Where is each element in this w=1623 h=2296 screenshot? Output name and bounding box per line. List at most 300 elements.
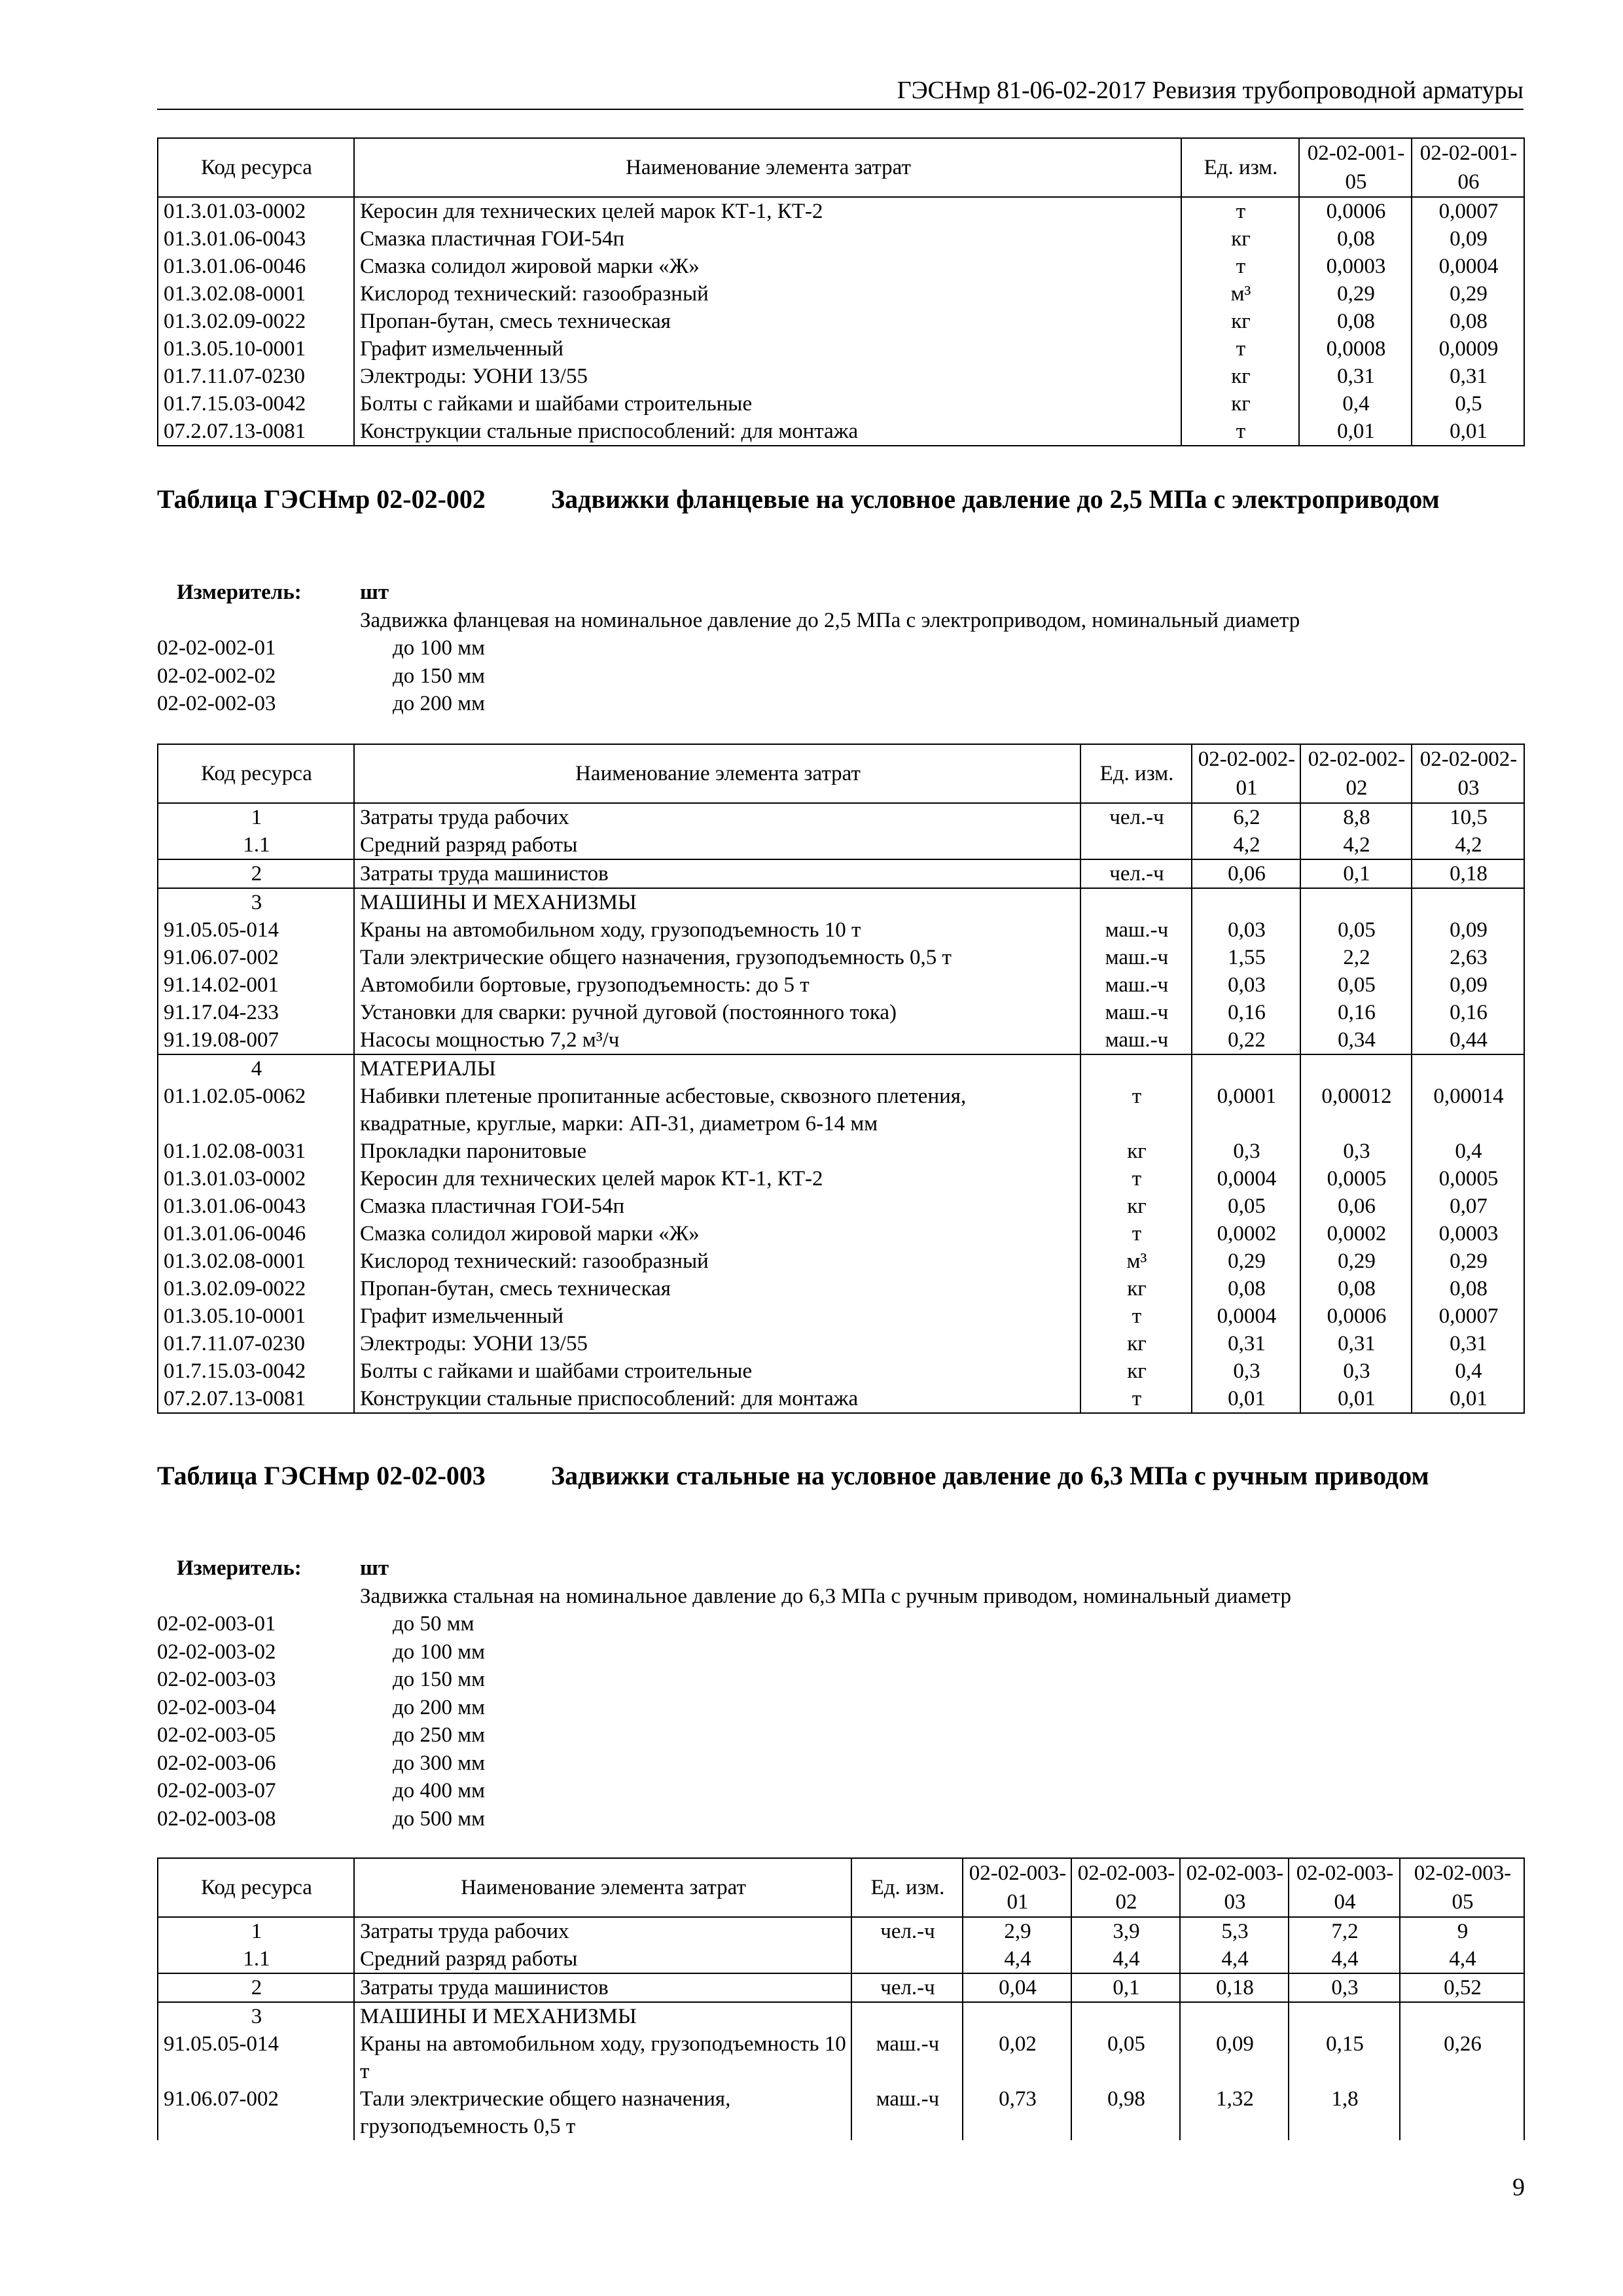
cell-code: 91.06.07-002 (158, 944, 354, 971)
cell-value: 0,44 (1412, 1026, 1524, 1054)
cell-value: 0,05 (1300, 916, 1412, 944)
cell-unit: т (1181, 253, 1299, 280)
table-row (158, 1302, 1524, 1330)
item-code: 02-02-003-06 (157, 1751, 276, 1775)
cell-value: 0,01 (1299, 418, 1412, 446)
table-code: Таблица ГЭСНмр 02-02-002 (157, 484, 486, 514)
cell-value: 0,09 (1180, 2030, 1289, 2085)
cell-unit: м³ (1181, 280, 1299, 308)
cell-value: 1,8 (1289, 2085, 1400, 2140)
page-header (157, 73, 1524, 110)
item-value: до 150 мм (393, 1668, 486, 1691)
cell-name: Краны на автомобильном ходу, грузоподъемность 10 т (354, 2030, 851, 2085)
cell-unit: м³ (1080, 1247, 1192, 1275)
cell-value: 0,02 (963, 2030, 1071, 2085)
cell-name: Насосы мощностью 7,2 м³/ч (354, 1026, 1080, 1054)
cell-unit: т (1181, 335, 1299, 363)
header-unit: Ед. изм. (1080, 744, 1192, 803)
cell-value: 0,0003 (1412, 1220, 1524, 1247)
cell-value: 0,31 (1192, 1330, 1300, 1357)
cell-name: Болты с гайками и шайбами строительные (354, 390, 1181, 418)
table-row (158, 280, 1524, 308)
cell-value: 0,29 (1412, 1247, 1524, 1275)
cell-value: 0,08 (1412, 308, 1524, 335)
item-code: 02-02-002-02 (157, 664, 276, 688)
cell-unit: маш.-ч (1080, 944, 1192, 971)
cell-unit: т (1080, 1302, 1192, 1330)
list-item (157, 1749, 1524, 1778)
header-col3: 02-02-003-03 (1180, 1858, 1289, 1917)
header-col2: 02-02-003-02 (1071, 1858, 1180, 1917)
table-row (158, 1945, 1524, 1973)
header-name: Наименование элемента затрат (354, 1858, 851, 1917)
cell-unit: кг (1181, 225, 1299, 253)
cell-name: Керосин для технических целей марок КТ-1, КТ-2 (354, 1165, 1080, 1193)
cell-name: Кислород технический: газообразный (354, 1247, 1080, 1275)
cell-value: 0,08 (1299, 308, 1412, 335)
cell-value: 0,3 (1192, 1357, 1300, 1385)
cell-value: 0,16 (1300, 999, 1412, 1026)
cell-value: 0,1 (1300, 859, 1412, 888)
cell-value: 0,98 (1071, 2085, 1180, 2140)
table-row (158, 1026, 1524, 1054)
cell-value: 0,01 (1412, 1385, 1524, 1413)
cell-value: 0,0003 (1299, 253, 1412, 280)
table-row (158, 1917, 1524, 1945)
cell-code: 91.05.05-014 (158, 916, 354, 944)
cell-name: Графит измельченный (354, 335, 1181, 363)
table-row (158, 803, 1524, 831)
cell-unit: чел.-ч (1080, 859, 1192, 888)
cell-code: 3 (158, 888, 354, 916)
table-row (158, 1973, 1524, 2002)
list-item (157, 1694, 1524, 1722)
header-name: Наименование элемента затрат (354, 138, 1181, 197)
table-row (158, 916, 1524, 944)
cell-name: Графит измельченный (354, 1302, 1080, 1330)
cell-value: 0,3 (1192, 1138, 1300, 1165)
cell-code: 01.3.02.09-0022 (158, 308, 354, 335)
cell-value: 0,31 (1412, 363, 1524, 390)
header-unit: Ед. изм. (851, 1858, 963, 1917)
table-section-row (158, 888, 1524, 916)
table-row (158, 1247, 1524, 1275)
cell-value: 1,32 (1180, 2085, 1289, 2140)
cell-value: 7,2 (1289, 1917, 1400, 1945)
list-item (157, 1777, 1524, 1805)
table-header-row (158, 744, 1524, 803)
cell-value: 4,2 (1192, 831, 1300, 859)
cell-unit: кг (1181, 308, 1299, 335)
cell-code: 01.3.05.10-0001 (158, 335, 354, 363)
item-code: 02-02-003-01 (157, 1612, 276, 1636)
cell-code: 3 (158, 2002, 354, 2030)
cell-value: 9 (1400, 1917, 1524, 1945)
cell-value: 0,08 (1300, 1275, 1412, 1302)
table-row (158, 197, 1524, 225)
cell-code: 07.2.07.13-0081 (158, 418, 354, 446)
cell-value: 0,5 (1412, 390, 1524, 418)
header-name: Наименование элемента затрат (354, 744, 1080, 803)
header-col2: 02-02-001-06 (1412, 138, 1524, 197)
table-row (158, 1385, 1524, 1413)
cell-name: Установки для сварки: ручной дуговой (постоянного тока) (354, 999, 1080, 1026)
cell-name: Пропан-бутан, смесь техническая (354, 1275, 1080, 1302)
meter-block-02-02-003 (157, 1554, 1524, 1833)
page-number: 9 (1512, 2174, 1525, 2201)
resource-table-02-02-002 (157, 744, 1525, 1414)
header-col1: 02-02-001-05 (1299, 138, 1412, 197)
cell-code: 2 (158, 1973, 354, 2002)
cell-value: 4,4 (1180, 1945, 1289, 1973)
cell-value: 0,16 (1412, 999, 1524, 1026)
list-item (157, 1638, 1524, 1666)
table-row (158, 999, 1524, 1026)
cell-value: 0,03 (1192, 971, 1300, 999)
cell-name: Прокладки паронитовые (354, 1138, 1080, 1165)
cell-unit: т (1080, 1385, 1192, 1413)
table-row (158, 1138, 1524, 1165)
cell-value: 0,01 (1192, 1385, 1300, 1413)
cell-code: 01.3.01.03-0002 (158, 1165, 354, 1193)
cell-name: Затраты труда машинистов (354, 859, 1080, 888)
cell-code: 01.3.01.06-0043 (158, 225, 354, 253)
item-code: 02-02-003-07 (157, 1779, 276, 1803)
cell-value: 0,00012 (1300, 1083, 1412, 1138)
table-row (158, 1275, 1524, 1302)
cell-value: 0,0004 (1192, 1302, 1300, 1330)
meter-label: Измеритель: (177, 581, 302, 604)
cell-value: 0,22 (1192, 1026, 1300, 1054)
cell-value: 0,73 (963, 2085, 1071, 2140)
cell-name: МАТЕРИАЛЫ (354, 1054, 1080, 1083)
cell-code: 01.3.01.06-0046 (158, 253, 354, 280)
table-header-row (158, 138, 1524, 197)
table-row (158, 363, 1524, 390)
meter-description: Задвижка фланцевая на номинальное давление до 2,5 МПа с электроприводом, номинальный диаметр (360, 608, 1300, 632)
cell-unit (1080, 831, 1192, 859)
cell-value: 4,2 (1300, 831, 1412, 859)
cell-name: МАШИНЫ И МЕХАНИЗМЫ (354, 2002, 851, 2030)
resource-table-02-02-003 (157, 1857, 1525, 2140)
cell-code: 1 (158, 1917, 354, 1945)
cell-value: 4,2 (1412, 831, 1524, 859)
table-code: Таблица ГЭСНмр 02-02-003 (157, 1461, 486, 1490)
cell-unit: маш.-ч (1080, 1026, 1192, 1054)
cell-name: Конструкции стальные приспособлений: для монтажа (354, 418, 1181, 446)
cell-name: Набивки плетеные пропитанные асбестовые, сквозного плетения, квадратные, круглые, марки: АП-31, диаметром 6-14 мм (354, 1083, 1080, 1138)
cell-unit: т (1080, 1083, 1192, 1138)
cell-unit: т (1080, 1165, 1192, 1193)
cell-name: Средний разряд работы (354, 831, 1080, 859)
header-col1: 02-02-003-01 (963, 1858, 1071, 1917)
table-section-row (158, 1054, 1524, 1083)
item-code: 02-02-003-03 (157, 1668, 276, 1691)
item-value: до 250 мм (393, 1723, 486, 1747)
item-value: до 200 мм (393, 692, 486, 715)
list-item (157, 1610, 1524, 1638)
table-row (158, 253, 1524, 280)
cell-unit: кг (1080, 1275, 1192, 1302)
list-item (157, 634, 1524, 662)
cell-value: 2,9 (963, 1917, 1071, 1945)
cell-value: 8,8 (1300, 803, 1412, 831)
cell-code: 01.3.05.10-0001 (158, 1302, 354, 1330)
cell-code: 07.2.07.13-0081 (158, 1385, 354, 1413)
cell-name: Электроды: УОНИ 13/55 (354, 363, 1181, 390)
meter-unit: шт (360, 581, 389, 604)
cell-code: 4 (158, 1054, 354, 1083)
resource-table-1 (157, 137, 1525, 446)
item-code: 02-02-003-04 (157, 1695, 276, 1719)
cell-value: 0,34 (1300, 1026, 1412, 1054)
cell-value: 0,08 (1299, 225, 1412, 253)
cell-code: 91.06.07-002 (158, 2085, 354, 2140)
cell-code: 01.3.01.06-0043 (158, 1193, 354, 1220)
cell-value: 0,0006 (1300, 1302, 1412, 1330)
cell-code: 01.3.01.03-0002 (158, 197, 354, 225)
cell-value: 0,08 (1412, 1275, 1524, 1302)
cell-value: 0,0006 (1299, 197, 1412, 225)
cell-value: 0,0004 (1412, 253, 1524, 280)
cell-value: 4,4 (963, 1945, 1071, 1973)
cell-name: Затраты труда рабочих (354, 1917, 851, 1945)
cell-value: 0,09 (1412, 225, 1524, 253)
cell-value: 0,00014 (1412, 1083, 1524, 1138)
cell-value: 0,0002 (1192, 1220, 1300, 1247)
cell-name: Болты с гайками и шайбами строительные (354, 1357, 1080, 1385)
cell-unit: чел.-ч (1080, 803, 1192, 831)
header-col2: 02-02-002-02 (1300, 744, 1412, 803)
cell-code: 01.3.02.08-0001 (158, 280, 354, 308)
cell-value: 2,2 (1300, 944, 1412, 971)
cell-value: 0,3 (1300, 1357, 1412, 1385)
cell-value: 0,29 (1412, 280, 1524, 308)
table-name: Задвижки фланцевые на условное давление до 2,5 МПа с электроприводом (551, 484, 1440, 514)
cell-value: 4,4 (1289, 1945, 1400, 1973)
item-value: до 300 мм (393, 1751, 486, 1775)
cell-name: Затраты труда рабочих (354, 803, 1080, 831)
cell-unit: маш.-ч (851, 2085, 963, 2140)
list-item (157, 1721, 1524, 1749)
cell-code: 01.7.15.03-0042 (158, 1357, 354, 1385)
meter-label: Измеритель: (177, 1556, 302, 1580)
header-col5: 02-02-003-05 (1400, 1858, 1524, 1917)
cell-name: Кислород технический: газообразный (354, 280, 1181, 308)
cell-code: 91.05.05-014 (158, 2030, 354, 2085)
item-value: до 150 мм (393, 664, 486, 688)
cell-name: Пропан-бутан, смесь техническая (354, 308, 1181, 335)
cell-name: Смазка пластичная ГОИ-54п (354, 1193, 1080, 1220)
cell-name: Средний разряд работы (354, 1945, 851, 1973)
cell-unit: кг (1080, 1193, 1192, 1220)
cell-name: Затраты труда машинистов (354, 1973, 851, 2002)
table-row (158, 225, 1524, 253)
cell-value: 1,55 (1192, 944, 1300, 971)
cell-value: 0,18 (1180, 1973, 1289, 2002)
cell-code: 91.14.02-001 (158, 971, 354, 999)
table-row (158, 1357, 1524, 1385)
cell-value: 0,31 (1299, 363, 1412, 390)
table-row (158, 2085, 1524, 2140)
cell-unit: т (1181, 418, 1299, 446)
header-unit: Ед. изм. (1181, 138, 1299, 197)
table-row (158, 308, 1524, 335)
cell-value: 0,08 (1192, 1275, 1300, 1302)
header-code: Код ресурса (158, 1858, 354, 1917)
cell-value: 0,29 (1300, 1247, 1412, 1275)
item-value: до 500 мм (393, 1806, 486, 1831)
cell-name: Смазка солидол жировой марки «Ж» (354, 253, 1181, 280)
table-name: Задвижки стальные на условное давление до 6,3 МПа с ручным приводом (551, 1461, 1429, 1490)
cell-value: 4,4 (1071, 1945, 1180, 1973)
cell-value: 0,0007 (1412, 197, 1524, 225)
cell-code: 1.1 (158, 1945, 354, 1973)
item-value: до 200 мм (393, 1695, 486, 1719)
cell-name: Конструкции стальные приспособлений: для монтажа (354, 1385, 1080, 1413)
cell-value: 0,03 (1192, 916, 1300, 944)
cell-code: 1.1 (158, 831, 354, 859)
cell-unit: чел.-ч (851, 1973, 963, 2002)
cell-value (1400, 2085, 1524, 2140)
item-value: до 100 мм (393, 636, 486, 660)
header-code: Код ресурса (158, 744, 354, 803)
cell-value: 3,9 (1071, 1917, 1180, 1945)
cell-value: 0,0005 (1300, 1165, 1412, 1193)
cell-value: 0,26 (1400, 2030, 1524, 2085)
cell-value: 0,4 (1412, 1357, 1524, 1385)
item-value: до 50 мм (393, 1612, 474, 1636)
cell-unit: маш.-ч (1080, 971, 1192, 999)
header-col3: 02-02-002-03 (1412, 744, 1524, 803)
item-code: 02-02-003-05 (157, 1723, 276, 1747)
table-row (158, 418, 1524, 446)
cell-unit: кг (1080, 1357, 1192, 1385)
cell-value: 0,52 (1400, 1973, 1524, 2002)
cell-value: 0,3 (1300, 1138, 1412, 1165)
cell-code: 01.3.01.06-0046 (158, 1220, 354, 1247)
cell-value: 0,16 (1192, 999, 1300, 1026)
list-item (157, 1805, 1524, 1833)
table-row (158, 1330, 1524, 1357)
meter-block-02-02-002 (157, 579, 1524, 718)
cell-value: 2,63 (1412, 944, 1524, 971)
cell-value: 0,01 (1412, 418, 1524, 446)
cell-code: 1 (158, 803, 354, 831)
cell-name: Электроды: УОНИ 13/55 (354, 1330, 1080, 1357)
header-col1: 02-02-002-01 (1192, 744, 1300, 803)
list-item (157, 690, 1524, 718)
cell-value: 0,4 (1412, 1138, 1524, 1165)
cell-name: Керосин для технических целей марок КТ-1, КТ-2 (354, 197, 1181, 225)
cell-unit: чел.-ч (851, 1917, 963, 1945)
cell-name: Тали электрические общего назначения, грузоподъемность 0,5 т (354, 2085, 851, 2140)
item-code: 02-02-002-01 (157, 636, 276, 660)
cell-value: 0,31 (1300, 1330, 1412, 1357)
cell-value: 0,09 (1412, 971, 1524, 999)
cell-value: 0,0001 (1192, 1083, 1300, 1138)
cell-name: Краны на автомобильном ходу, грузоподъемность 10 т (354, 916, 1080, 944)
cell-value: 0,05 (1071, 2030, 1180, 2085)
cell-code: 01.7.15.03-0042 (158, 390, 354, 418)
cell-value: 0,07 (1412, 1193, 1524, 1220)
cell-value: 0,0004 (1192, 1165, 1300, 1193)
cell-value: 0,0007 (1412, 1302, 1524, 1330)
cell-value: 0,05 (1300, 971, 1412, 999)
cell-value: 0,15 (1289, 2030, 1400, 2085)
cell-code: 01.3.02.08-0001 (158, 1247, 354, 1275)
table-section-row (158, 2002, 1524, 2030)
cell-value: 0,31 (1412, 1330, 1524, 1357)
cell-unit: маш.-ч (1080, 999, 1192, 1026)
cell-value: 0,18 (1412, 859, 1524, 888)
cell-name: Автомобили бортовые, грузоподъемность: до 5 т (354, 971, 1080, 999)
table-row (158, 859, 1524, 888)
cell-unit: т (1181, 197, 1299, 225)
cell-name: Смазка пластичная ГОИ-54п (354, 225, 1181, 253)
cell-name: Тали электрические общего назначения, грузоподъемность 0,5 т (354, 944, 1080, 971)
item-code: 02-02-003-08 (157, 1806, 276, 1831)
cell-unit: т (1080, 1220, 1192, 1247)
cell-value: 0,29 (1299, 280, 1412, 308)
meter-unit: шт (360, 1556, 389, 1580)
header-col4: 02-02-003-04 (1289, 1858, 1400, 1917)
cell-code: 2 (158, 859, 354, 888)
cell-value: 0,4 (1299, 390, 1412, 418)
cell-name: МАШИНЫ И МЕХАНИЗМЫ (354, 888, 1080, 916)
cell-value: 0,04 (963, 1973, 1071, 2002)
cell-code: 91.17.04-233 (158, 999, 354, 1026)
table-row (158, 831, 1524, 859)
cell-code: 01.7.11.07-0230 (158, 363, 354, 390)
cell-value: 0,05 (1192, 1193, 1300, 1220)
cell-code: 01.1.02.05-0062 (158, 1083, 354, 1138)
cell-value: 0,3 (1289, 1973, 1400, 2002)
cell-value: 0,0005 (1412, 1165, 1524, 1193)
cell-unit: кг (1181, 390, 1299, 418)
table-row (158, 390, 1524, 418)
table-row (158, 944, 1524, 971)
table-row (158, 1193, 1524, 1220)
cell-unit (851, 1945, 963, 1973)
meter-description: Задвижка стальная на номинальное давление до 6,3 МПа с ручным приводом, номинальный диаметр (360, 1584, 1292, 1608)
cell-unit: маш.-ч (1080, 916, 1192, 944)
cell-value: 4,4 (1400, 1945, 1524, 1973)
cell-code: 01.7.11.07-0230 (158, 1330, 354, 1357)
list-item (157, 662, 1524, 691)
list-item (157, 1666, 1524, 1694)
cell-value: 0,29 (1192, 1247, 1300, 1275)
item-code: 02-02-002-03 (157, 692, 276, 715)
cell-value: 0,06 (1192, 859, 1300, 888)
cell-value: 0,01 (1300, 1385, 1412, 1413)
cell-value: 5,3 (1180, 1917, 1289, 1945)
table-header-row (158, 1858, 1524, 1917)
cell-name: Смазка солидол жировой марки «Ж» (354, 1220, 1080, 1247)
cell-value: 6,2 (1192, 803, 1300, 831)
table-row (158, 335, 1524, 363)
table-row (158, 1220, 1524, 1247)
cell-value: 10,5 (1412, 803, 1524, 831)
cell-value: 0,09 (1412, 916, 1524, 944)
cell-unit: маш.-ч (851, 2030, 963, 2085)
cell-code: 01.1.02.08-0031 (158, 1138, 354, 1165)
item-value: до 100 мм (393, 1640, 486, 1664)
cell-unit: кг (1080, 1330, 1192, 1357)
cell-value: 0,1 (1071, 1973, 1180, 2002)
cell-value: 0,0009 (1412, 335, 1524, 363)
cell-unit: кг (1080, 1138, 1192, 1165)
